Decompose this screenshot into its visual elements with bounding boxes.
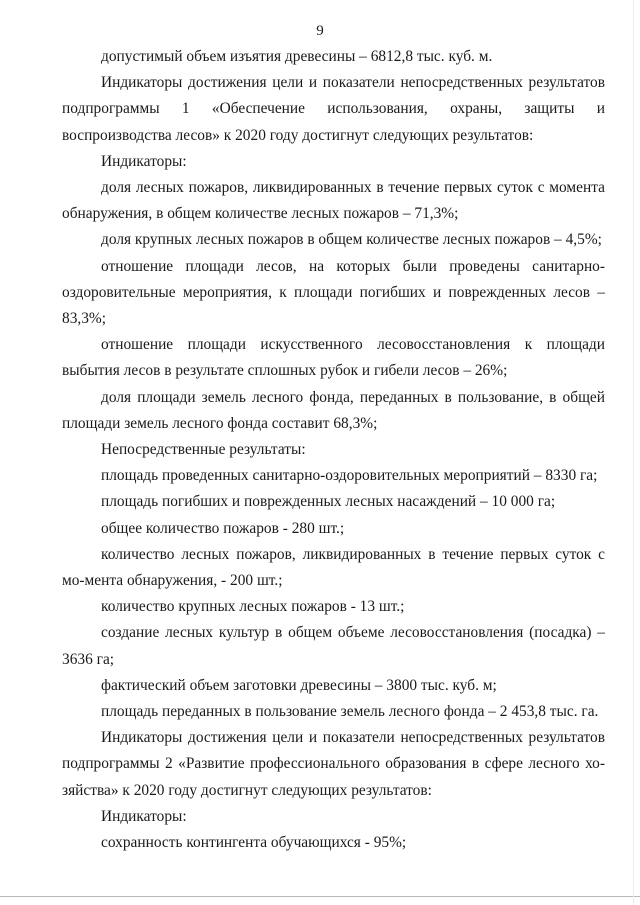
heading-indicators: Индикаторы:: [101, 807, 187, 825]
paragraph-result: площадь погибших и поврежденных лесных насаждений – 10 000 га;: [101, 493, 556, 511]
paragraph-result: количество лесных пожаров, ликвидированных в течение первых суток с мо-мента обнаружения, - 200 шт.;: [62, 545, 605, 590]
document-body: [62, 44, 605, 856]
paragraph-indicator: доля площади земель лесного фонда, переданных в пользование, в общей площади земель лесного фонда составит 68,3%;: [62, 388, 605, 432]
paragraph-subprogram-1-intro: Индикаторы достижения цели и показатели непосредственных результатов подпрограммы 1 «Обеспечение использования, охраны, защиты и воспроизводства лесов» к 2020 году достигнут следующих результатов:: [62, 74, 605, 144]
paragraph-result: фактический объем заготовки древесины – 3800 тыс. куб. м;: [101, 676, 497, 694]
paragraph-allowable-volume: допустимый объем изъятия древесины – 6812,8 тыс. куб. м.: [101, 48, 493, 65]
paragraph-result: общее количество пожаров - 280 шт.;: [101, 519, 345, 537]
paragraph-indicator: отношение площади искусственного лесовосстановления к площади выбытия лесов в результате сплошных рубок и гибели лесов – 26%;: [62, 336, 605, 380]
paragraph-subprogram-2-intro: Индикаторы достижения цели и показатели непосредственных результатов подпрограммы 2 «Развитие профессионального образования в сфере лесного хо-зяйства» к 2020 году достигнут следующих результатов:: [62, 729, 605, 799]
paragraph-indicator: отношение площади лесов, на которых были проведены санитарно-оздоровительные мероприятия, к площади погибших и поврежденных лесов – 83,3%;: [62, 257, 605, 328]
heading-indicators: Индикаторы:: [101, 152, 187, 170]
scan-right-edge-line: [633, 0, 634, 905]
heading-direct-results: Непосредственные результаты:: [101, 441, 306, 459]
paragraph-result: площадь проведенных санитарно-оздоровительных мероприятий – 8330 га;: [101, 467, 598, 485]
paragraph-indicator: сохранность контингента обучающихся - 95%;: [101, 834, 407, 852]
page-number: 9: [316, 23, 324, 39]
scan-bottom-edge-line: [0, 896, 640, 897]
paragraph-result: площадь переданных в пользование земель лесного фонда – 2 453,8 тыс. га.: [101, 703, 599, 721]
paragraph-indicator: доля лесных пожаров, ликвидированных в течение первых суток с момента обнаружения, в общем количестве лесных пожаров – 71,3%;: [62, 179, 605, 223]
paragraph-result: количество крупных лесных пожаров - 13 шт.;: [101, 598, 405, 616]
paragraph-indicator: доля крупных лесных пожаров в общем количестве лесных пожаров – 4,5%;: [101, 231, 602, 249]
paragraph-result: создание лесных культур в общем объеме лесовосстановления (посадка) – 3636 га;: [62, 624, 605, 668]
